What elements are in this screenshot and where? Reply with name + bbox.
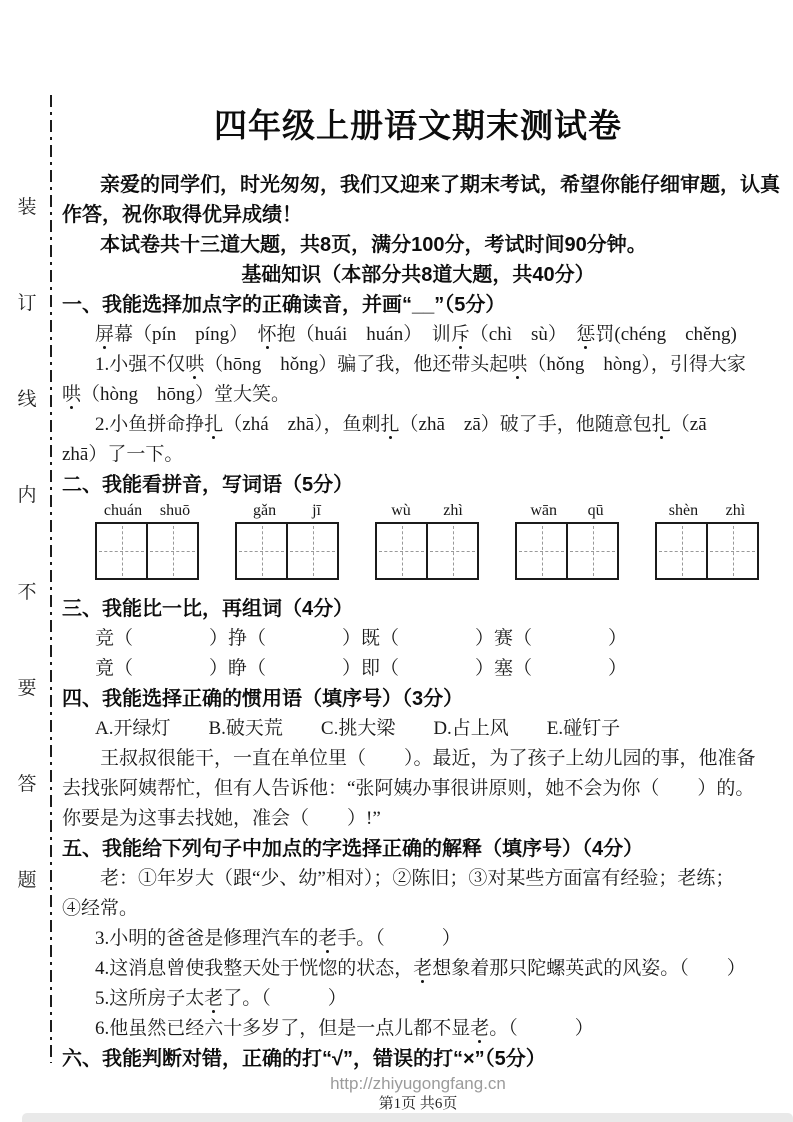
pinyin-label <box>95 500 199 522</box>
writing-grid-box <box>375 522 479 580</box>
q1-sent1a: 1.小强不仅哄（hōng hǒng）骗了我，他还带头起哄（hǒng hòng），引得大家 <box>62 350 774 380</box>
footer-url: http://zhiyugongfang.cn <box>330 1074 506 1093</box>
pinyin-label <box>655 500 759 522</box>
writing-grid-box <box>515 522 619 580</box>
pinyin-syllable: shèn <box>668 502 699 519</box>
pinyin-syllable: jī <box>312 502 321 519</box>
binding-caption-char: 要 <box>17 677 37 699</box>
binding-caption-char: 答 <box>17 773 37 795</box>
exam-info: 本试卷共十三道大题，共8页，满分100分，考试时间90分钟。 <box>100 234 647 256</box>
pinyin-boxes-row <box>95 500 774 580</box>
pinyin-syllable: chuán <box>103 502 143 519</box>
bottom-scrollbar[interactable] <box>22 1113 793 1122</box>
q1-sent2a: 2.小鱼拼命挣扎（zhá zhā），鱼刺扎（zhā zā）破了手，他随意包扎（zā <box>62 410 774 440</box>
emphasis-dot-char: 屏 <box>95 320 114 350</box>
emphasis-dot-char: 扎 <box>204 410 223 440</box>
pinyin-label <box>515 500 619 522</box>
page-title: 四年级上册语文期末测试卷 <box>214 107 622 144</box>
q5-item6: 6.他虽然已经六十多岁了，但是一点儿都不显老。（ ） <box>62 1014 774 1044</box>
binding-caption-char: 不 <box>17 581 37 603</box>
emphasis-dot-char: 老 <box>204 984 223 1014</box>
pinyin-label <box>235 500 339 522</box>
binding-caption-char: 内 <box>17 485 37 507</box>
writing-grid-box <box>95 522 199 580</box>
q5-item5: 5.这所房子太老了。（ ） <box>62 984 774 1014</box>
q3-row2: 竟（ ）睁（ ）即（ ）塞（ ） <box>95 658 628 679</box>
emphasis-dot-char: 斥 <box>451 320 470 350</box>
part-header: 基础知识（本部分共8道大题，共40分） <box>241 264 595 286</box>
q1-words: 屏幕（pín píng） 怀抱（huái huán） 训斥（chì sù） 惩罚(chéng chěng) <box>62 320 774 350</box>
pinyin-syllable: shuō <box>159 502 191 519</box>
page-content <box>62 0 780 1114</box>
footer-page-info: 第1页 共6页 <box>378 1096 458 1112</box>
pinyin-write-grids <box>62 500 774 580</box>
q1-sent1b: 哄（hòng hōng）堂大笑。 <box>62 380 774 410</box>
writing-grid-cell <box>708 524 757 578</box>
intro-line-2: 作答，祝你取得优异成绩！ <box>62 204 302 226</box>
binding-dash-line <box>50 95 52 1063</box>
pinyin-word-group <box>515 500 619 580</box>
emphasis-dot-char: 怀 <box>258 320 277 350</box>
q4-header: 四、我能选择正确的惯用语（填序号）（3分） <box>62 688 464 710</box>
writing-grid-box <box>235 522 339 580</box>
q4-para-1: 王叔叔很能干，一直在单位里（ ）。最近，为了孩子上幼儿园的事，他准备 <box>100 748 756 769</box>
pinyin-word-group <box>375 500 479 580</box>
writing-grid-cell <box>428 524 477 578</box>
intro-line-1: 亲爱的同学们，时光匆匆，我们又迎来了期末考试，希望你能仔细审题，认真 <box>100 174 780 196</box>
binding-caption-strip <box>15 192 39 892</box>
q1-header: 一、我能选择加点字的正确读音，并画“__”（5分） <box>62 294 506 316</box>
emphasis-dot-char: 哄 <box>185 350 204 380</box>
q4-options: A.开绿灯 B.破天荒 C.挑大梁 D.占上风 E.碰钉子 <box>95 718 621 739</box>
pinyin-syllable: qū <box>587 502 604 519</box>
writing-grid-cell <box>288 524 337 578</box>
q4-para-2: 去找张阿姨帮忙，但有人告诉他：“张阿姨办事很讲原则，她不会为你（ ）的。 <box>62 778 755 799</box>
q6-header: 六、我能判断对错，正确的打“√”，错误的打“×”（5分） <box>62 1048 546 1070</box>
q5-item4: 4.这消息曾使我整天处于恍惚的状态，老想象着那只陀螺英武的风姿。（ ） <box>62 954 774 984</box>
pinyin-word-group <box>95 500 199 580</box>
q5-defs-2: ④经常。 <box>62 898 139 919</box>
writing-grid-cell <box>148 524 197 578</box>
emphasis-dot-char: 哄 <box>62 380 81 410</box>
pinyin-syllable: zhì <box>443 502 463 519</box>
emphasis-dot-char: 扎 <box>652 410 671 440</box>
pinyin-label <box>375 500 479 522</box>
emphasis-dot-char: 扎 <box>381 410 400 440</box>
pinyin-word-group <box>235 500 339 580</box>
writing-grid-cell <box>517 524 568 578</box>
pinyin-syllable: zhì <box>725 502 746 519</box>
q5-header: 五、我能给下列句子中加点的字选择正确的解释（填序号）（4分） <box>62 838 644 860</box>
emphasis-dot-char: 老 <box>413 954 432 984</box>
writing-grid-cell <box>97 524 148 578</box>
writing-grid-cell <box>657 524 708 578</box>
question-lines <box>62 170 780 1074</box>
emphasis-dot-char: 惩 <box>576 320 595 350</box>
pinyin-syllable: wān <box>530 502 557 519</box>
q1-sent2b: zhā）了一下。 <box>62 444 184 465</box>
emphasis-dot-char: 老 <box>470 1014 489 1044</box>
writing-grid-cell <box>377 524 428 578</box>
page-footer <box>62 1074 774 1114</box>
emphasis-dot-char: 哄 <box>508 350 527 380</box>
q5-item3: 3.小明的爸爸是修理汽车的老手。（ ） <box>62 924 774 954</box>
binding-caption-char: 线 <box>17 389 37 411</box>
q2-header: 二、我能看拼音，写词语（5分） <box>62 474 354 496</box>
q3-row1: 竞（ ）挣（ ）既（ ）赛（ ） <box>95 628 628 649</box>
emphasis-dot-char: 老 <box>318 924 337 954</box>
writing-grid-box <box>655 522 759 580</box>
binding-caption-char: 订 <box>17 293 37 315</box>
pinyin-word-group <box>655 500 759 580</box>
binding-caption-char: 题 <box>17 869 37 891</box>
binding-caption-char: 装 <box>17 197 37 218</box>
writing-grid-cell <box>568 524 617 578</box>
pinyin-syllable: wù <box>391 502 411 519</box>
writing-grid-cell <box>237 524 288 578</box>
q5-defs-1: 老：①年岁大（跟“少、幼”相对）；②陈旧；③对某些方面富有经验；老练； <box>100 868 735 889</box>
q3-header: 三、我能比一比，再组词（4分） <box>62 598 354 620</box>
pinyin-syllable: gǎn <box>253 502 277 519</box>
q4-para-3: 你要是为这事去找她，准会（ ）!” <box>62 808 381 829</box>
